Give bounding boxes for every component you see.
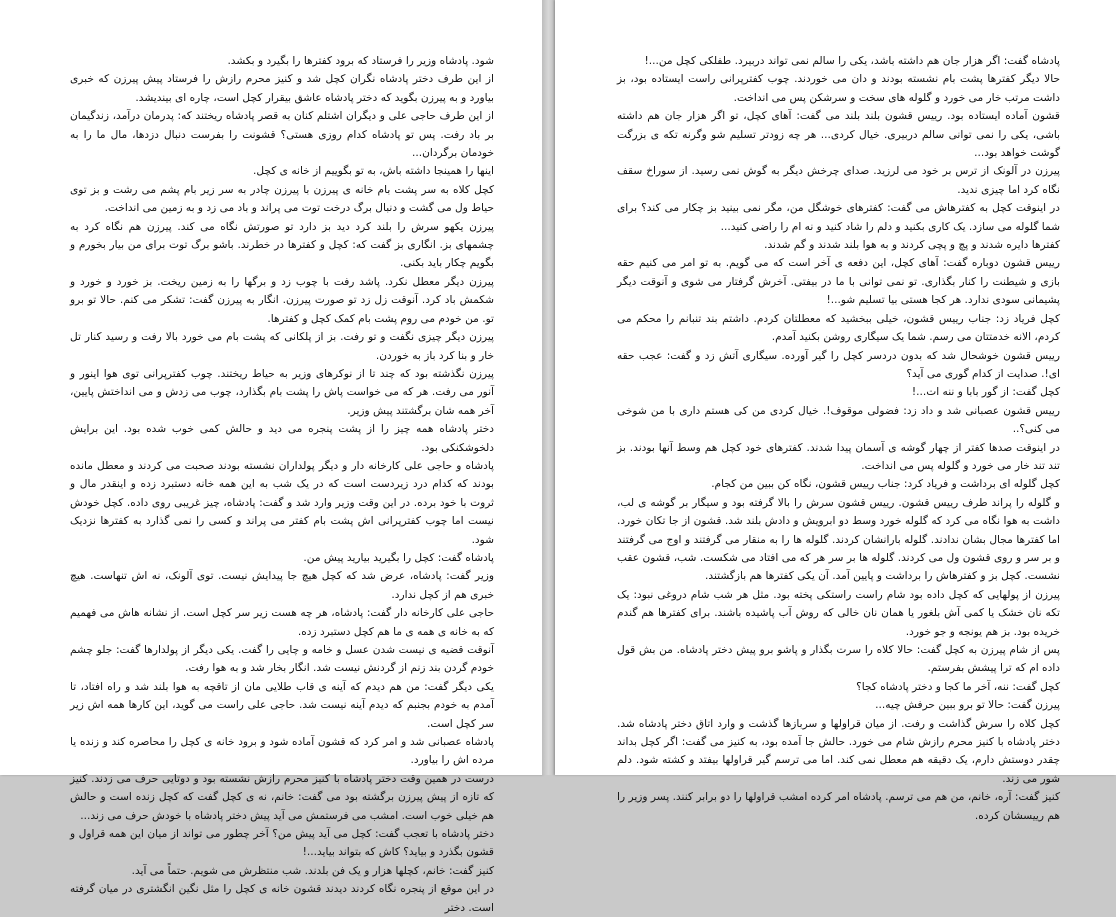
left-paragraph: پادشاه گفت: کچل را بگیرید بیارید پیش من.: [303, 551, 494, 564]
right-paragraph: پس از شام پیرزن به کچل گفت: حالا کلاه را سرت بگذار و پاشو برو پیش دختر پادشاه. من بش قول داده ام که ترا پیشش بفرستم.: [617, 644, 1060, 675]
right-paragraph: و گلوله را پراند طرف رییس قشون. رییس قشون سرش را بالا گرفته بود و سیگار بر گوشه ی لب، داشت به هوا نگاه می کرد که گلوله خورد وسط دو ابرویش و دادش بلند شد. قشون از جا تکان خورد. اما کفترها مجال بشان ندادند. گلوله بارانشان کردند. گلوله ها را به منقار می گرفتند و اوج می گرفتند و بر سر و روی قشون ول می کردند. گلوله ها بر سر هر که می افتاد می شکست. شب، قشون عقب نشست. کچل بز و کفترهاش را برداشت و پایین آمد. آن یکی کفترها هم بازگشتند.: [617, 496, 1060, 583]
right-paragraph: پیرزن گفت: حالا تو برو ببین حرفش چیه...: [875, 699, 1060, 712]
left-paragraph: دختر پادشاه همه چیز را از پشت پنجره می دید و حالش کمی خوب شده بود. این برایش دلخوشکنکی بود.: [70, 423, 494, 454]
left-paragraph: در این موقع از پنجره نگاه کردند دیدند قشون خانه ی کچل را مثل نگین انگشتری در میان گرفته است. دختر: [70, 883, 494, 914]
right-paragraph: در اینوقت کچل به کفترهاش می گفت: کفترهای خوشگل من، مگر نمی بینید بز چکار می کند؟ برای شما گلوله می سازد. یک کاری بکنید و دلم را شاد کنید و نه ام را راضی کنید...: [617, 202, 1060, 233]
right-page: [555, 0, 1116, 822]
right-paragraph: کچل کلاه را سرش گذاشت و رفت. از میان قراولها و سربازها گذشت و وارد اتاق دختر پادشاه شد. دختر پادشاه با کنیز محرم رازش شام می خورد. حالش جا آمده بود، به کنیز می گفت: اگر کچل بداند چقدر دوستش دارم، یک دقیقه هم معطل نمی کند. اما می ترسم گیر قراولها بیفتد و کشته شود. دلم شور می زند.: [617, 717, 1060, 785]
left-paragraph: از این طرف دختر پادشاه نگران کچل شد و کنیز محرم رازش را فرستاد پیش پیرزن که خبری بیاورد و به پیرزن بگوید که دختر پادشاه عاشق بیقرار کچل است، چاره ای بیندیشد.: [70, 73, 494, 104]
right-paragraph: قشون آماده ایستاده بود. رییس قشون بلند بلند می گفت: آهای کچل، تو اگر هزار جان هم داشته باشی، یکی را نمی توانی سالم دربیری. خیال کردی... هر چه زودتر تسلیم شو وگرنه تکه ی بزرگت گوشت خواهد بود...: [617, 110, 1060, 160]
right-paragraph: کچل گفت: از گور بابا و ننه ات...!: [911, 386, 1060, 399]
right-paragraph: پادشاه گفت: اگر هزار جان هم داشته باشد، یکی را سالم نمی تواند دربیرد. طفلکی کچل من...!: [644, 55, 1060, 67]
right-paragraph: رییس قشون خوشحال شد که بدون دردسر کچل را گیر آورده. سیگاری آتش زد و گفت: عجب حقه ای!. صدایت از کدام گوری می آید؟: [617, 349, 1060, 380]
left-paragraph: آنوقت قضیه ی نیست شدن عسل و خامه و چایی را گفت. یکی دیگر از پولدارها گفت: جلو چشم خودم گردن بند زنم از گردنش نیست شد. انگار بخار شد و به هوا رفت.: [70, 644, 494, 675]
left-paragraph: کچل کلاه به سر پشت بام خانه ی پیرزن با پیرزن چادر به سر زیر بام پشم می رشت و بز توی حیاط ول می گشت و دنبال برگ درخت توت می پراند و باد می زد و به زمین می انداخت.: [70, 183, 494, 215]
left-paragraph: پیرزن یکهو سرش را بلند کرد دید بز دارد تو صورتش نگاه می کند. پیرزن هم نگاه کرد به چشمهای بز. انگاری بز گفت که: کچل و کفترها در خطرند. باشو برگ توت برای من بیار بخورم و بگویم چکار باید بکنی.: [70, 220, 494, 270]
left-paragraph: اینها را همینجا داشته باش، به تو بگوییم از خانه ی کچل.: [253, 165, 494, 178]
right-paragraph: کچل فریاد زد: جناب رییس قشون، خیلی ببخشید که معطلتان کردم. داشتم بند تنبانم را محکم می کردم، الانه خدمتتان می رسم. شما یک سیگاری روشن بکنید آمدم.: [617, 312, 1060, 344]
right-paragraph: در اینوقت صدها کفتر از چهار گوشه ی آسمان پیدا شدند. کفترهای خود کچل هم وسط آنها بودند. بز تند تند خار می خورد و گلوله پس می انداخت.: [617, 441, 1060, 472]
right-paragraph: پیرزن در آلونک از ترس بر خود می لرزید. صدای چرخش دیگر به گوش نمی رسید. از سوراخ سقف نگاه کرد اما چیزی ندید.: [617, 165, 1060, 196]
page-gutter: [542, 0, 555, 775]
left-page: [0, 0, 542, 914]
left-paragraph: شود. پادشاه وزیر را فرستاد که برود کفترها را بگیرد و بکشد.: [227, 55, 494, 67]
left-paragraph: از این طرف حاجی علی و دیگران اشتلم کنان به قصر پادشاه ریختند که: پدرمان درآمد، زندگیمان بر باد رفت. پس تو پادشاه کدام روزی هستی؟ قشونت را بفرست دنبال دزدها، مال ما را به خودمان برگردان...: [70, 110, 494, 160]
left-paragraph: کنیز گفت: خانم، کچلها هزار و یک فن بلدند. شب منتظرش می شویم. حتماً می آید.: [131, 864, 494, 877]
right-page-text: [617, 52, 1060, 825]
left-paragraph: دختر پادشاه با تعجب گفت: کچل می آید پیش من؟ آخر چطور می تواند از میان این همه قراول و قشون بگذرد و بیاید؟ کاش که بتواند بیاید...!: [70, 828, 494, 859]
left-paragraph: وزیر گفت: پادشاه، عرض شد که کچل هیچ جا پیدایش نیست. توی آلونک، نه اش تنهاست. هیچ خبری هم از کچل ندارد.: [70, 570, 494, 601]
left-paragraph: حاجی علی کارخانه دار گفت: پادشاه، هر چه هست زیر سر کچل است. از نشانه هاش می فهمیم که به خانه ی همه ی ما هم کچل دستبرد زده.: [70, 607, 494, 638]
right-paragraph: رییس قشون عصبانی شد و داد زد: فضولی موقوف!. خیال کردی من کی هستم داری با من شوخی می کنی؟..: [617, 404, 1060, 436]
right-paragraph: کنیز گفت: آره، خانم، من هم می ترسم. پادشاه امر کرده امشب قراولها را دو برابر کنند. پسر وزیر را هم رییسشان کرده.: [617, 791, 1060, 822]
right-paragraph: رییس قشون دوباره گفت: آهای کچل، این دفعه ی آخر است که می گویم. به تو امر می کنیم حقه بازی و شیطنت را کنار بگذاری. تو نمی توانی با ما در بیفتی. آخرش گرفتار می شوی و آنوقت دیگر پشیمانی سودی ندارد. هر کجا هستی بیا تسلیم شو...!: [617, 257, 1060, 307]
left-paragraph: یکی دیگر گفت: من هم دیدم که آینه ی قاب طلایی مان از تاقچه به هوا بلند شد و راه افتاد، تا آمدم به خودم بجنبم که دیدم آینه نیست شد. حاجی علی راست می گوید، این کارها همه اش زیر سر کچل است.: [70, 680, 494, 730]
right-paragraph: حالا دیگر کفترها پشت بام نشسته بودند و دان می خوردند. چوب کفترپرانی راست ایستاده بود، بز داشت مرتب خار می خورد و گلوله های سخت و سرشکن پس می انداخت.: [617, 73, 1060, 104]
left-page-text: [70, 52, 494, 917]
left-paragraph: پیرزن نگذشته بود که چند تا از نوکرهای وزیر به حیاط ریختند. چوب کفترپرانی توی هوا اینور و آنور می رفت. هر که می خواست پاش را پشت بام بگذارد، چوب می زدش و می انداختش پایین، آخر همه شان برگشتند پیش وزیر.: [70, 367, 494, 417]
left-paragraph: پیرزن دیگر چیزی نگفت و تو رفت. بز از پلکانی که پشت بام می خورد بالا رفت و رسید کنار تل خار و بنا کرد باز به خوردن.: [70, 331, 494, 362]
right-paragraph: کفترها دایره شدند و پچ و پچی کردند و به هوا بلند شدند و گم شدند.: [764, 239, 1060, 252]
left-paragraph: پادشاه عصبانی شد و امر کرد که قشون آماده شود و برود خانه ی کچل را محاصره کند و زنده یا مرده اش را بیاورد.: [70, 736, 494, 767]
right-paragraph: پیرزن از پولهایی که کچل داده بود شام راست راستکی پخته بود. مثل هر شب شام دروغی نبود: یک تکه نان خشک یا کمی آش بلغور یا همان نان خالی که روش آب پاشیده باشند. برای کفترها هم گندم خریده بود. بز هم یونجه و جو خورد.: [617, 588, 1060, 638]
left-paragraph: درست در همین وقت دختر پادشاه با کنیز محرم رازش نشسته بود و دوتایی حرف می زدند. کنیز که تازه از پیش پیرزن برگشته بود می گفت: خانم، نه ی کچل گفت که کچل زنده است و حالش هم خیلی خوب است. امشب می فرستمش می آید پیش دختر پادشاه با خودش حرف می زند...: [70, 772, 494, 822]
right-paragraph: کچل گلوله ای برداشت و فریاد کرد: جناب رییس قشون، نگاه کن ببین من کجام.: [711, 478, 1060, 491]
right-paragraph: کچل گفت: ننه، آخر ما کجا و دختر پادشاه کجا؟: [856, 680, 1060, 693]
left-paragraph: پیرزن دیگر معطل نکرد. پاشد رفت با چوب زد و برگها را به زمین ریخت. بز خورد و خورد و شکمش باد کرد. آنوقت زل زد تو صورت پیرزن. انگار به پیرزن گفت: تشکر می کنم. حالا تو برو تو. من خودم می روم پشت بام کمک کچل و کفترها.: [70, 275, 494, 325]
left-paragraph: پادشاه و حاجی علی کارخانه دار و دیگر پولداران نشسته بودند صحبت می کردند و معطل مانده بودند که کدام درد زیردست است که در یک شب به این همه خانه دستبرد زده و اینقدر مال و ثروت با خود برده. در این وقت وزیر وارد شد و گفت: پادشاه، چیز غریبی روی داده. کچل خودش نیست اما چوب کفترپرانی اش پشت بام کفتر می پراند و کسی را نمی گذارد به کفترها نزدیک شود.: [70, 459, 494, 546]
